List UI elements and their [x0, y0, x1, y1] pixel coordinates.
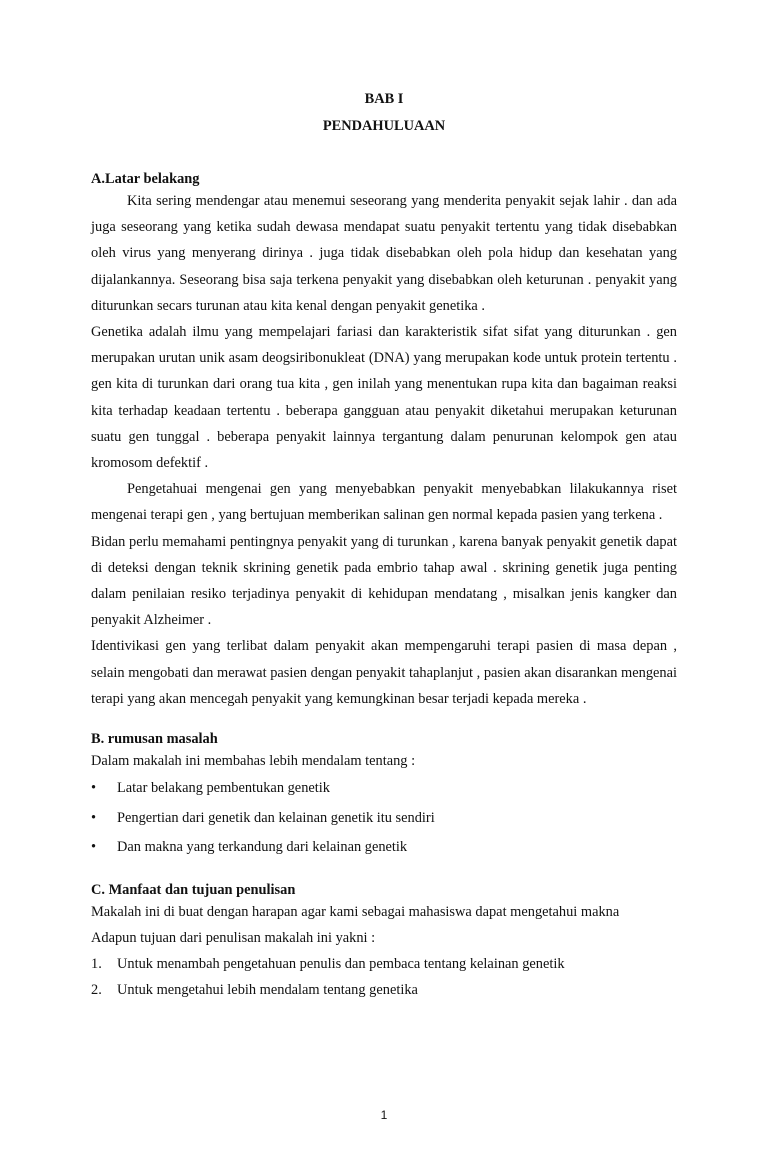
list-item: [91, 977, 677, 1003]
list-item-text: Latar belakang pembentukan genetik: [117, 780, 330, 797]
list-item-number: 2.: [91, 982, 102, 999]
chapter-title: PENDAHULUAAN: [322, 118, 446, 134]
section-spacer: [91, 712, 677, 730]
paragraph: Kita sering mendengar atau menemui seseorang yang menderita penyakit sejak lahir . dan ada juga seseorang yang ketika sudah dewasa mendapat suatu penyakit tertentu yang tidak disebabkan oleh virus yang menyerang dirinya . juga tidak disebabkan oleh pola hidup dan kesehatan yang dijalankannya. Seseorang bisa saja terkena penyakit yang disebabkan oleh keturunan . penyakit yang diturunkan secars turunan atau kita kenal dengan penyakit genetika .: [91, 193, 677, 314]
list-item-text: Untuk menambah pengetahuan penulis dan pembaca tentang kelainan genetik: [117, 956, 565, 973]
bullet-icon: •: [91, 839, 97, 856]
list-item-number: 1.: [91, 956, 102, 973]
paragraph: Bidan perlu memahami pentingnya penyakit yang di turunkan , karena banyak penyakit genetik dapat di deteksi dengan teknik skrining genetik pada embrio tahap awal . skrining genetik juga penting dalam penilaian resiko terjadinya penyakit di kehidupan mendatang , misalkan jenis kangker dan penyakit Alzheimer .: [91, 533, 677, 629]
section-c-heading: C. Manfaat dan tujuan penulisan: [91, 881, 296, 898]
list-item-text: Untuk mengetahui lebih mendalam tentang genetika: [117, 982, 418, 999]
section-c-line: Makalah ini di buat dengan harapan agar kami sebagai mahasiswa dapat mengetahui makna: [91, 903, 620, 920]
list-item: [91, 833, 677, 863]
list-item-text: Dan makna yang terkandung dari kelainan genetik: [117, 839, 408, 856]
list-item-text: Pengertian dari genetik dan kelainan genetik itu sendiri: [117, 809, 435, 826]
paragraph: Genetika adalah ilmu yang mempelajari fariasi dan karakteristik sifat sifat yang diturunkan . gen merupakan urutan unik asam deogsiribonukleat (DNA) yang merupakan kode untuk protein tertentu . gen kita di turunkan dari orang tua kita , gen inilah yang menentukan rupa kita dan bagaiman reaksi kita terhadap keadaan tertentu . beberapa gangguan atau penyakit diketahui merupakan keturunan suatu gen tunggal . beberapa penyakit lainnya tergantung dalam penurunan kelompok gen atau kromosom defektif .: [91, 324, 677, 472]
numbered-list: [91, 951, 677, 1003]
page-number: 1: [380, 1108, 388, 1122]
list-item: [91, 804, 677, 834]
chapter-number: BAB I: [364, 91, 404, 107]
section-spacer: [91, 863, 677, 881]
list-item: [91, 951, 677, 977]
section-c-line: Adapun tujuan dari penulisan makalah ini yakni :: [91, 929, 376, 946]
paragraph: Identivikasi gen yang terlibat dalam penyakit akan mempengaruhi terapi pasien di masa depan , selain mengobati dan merawat pasien dengan penyakit tahaplanjut , pasien akan disarankan mengenai terapi yang akan mencegah penyakit yang kemungkinan besar terjadi kepada mereka .: [91, 638, 677, 707]
bullet-icon: •: [91, 809, 97, 826]
bullet-icon: •: [91, 780, 97, 797]
paragraph: Pengetahuai mengenai gen yang menyebabkan penyakit menyebabkan lilakukannya riset mengenai terapi gen , yang bertujuan memberikan salinan gen normal kepada pasien yang terkena .: [91, 481, 677, 524]
section-b-intro: Dalam makalah ini membahas lebih mendalam tentang :: [91, 753, 416, 770]
section-a-heading: A.Latar belakang: [91, 171, 200, 187]
section-b-heading: B. rumusan masalah: [91, 731, 218, 748]
list-item: [91, 774, 677, 804]
bullet-list: [91, 774, 677, 863]
document-body: [91, 170, 677, 1004]
